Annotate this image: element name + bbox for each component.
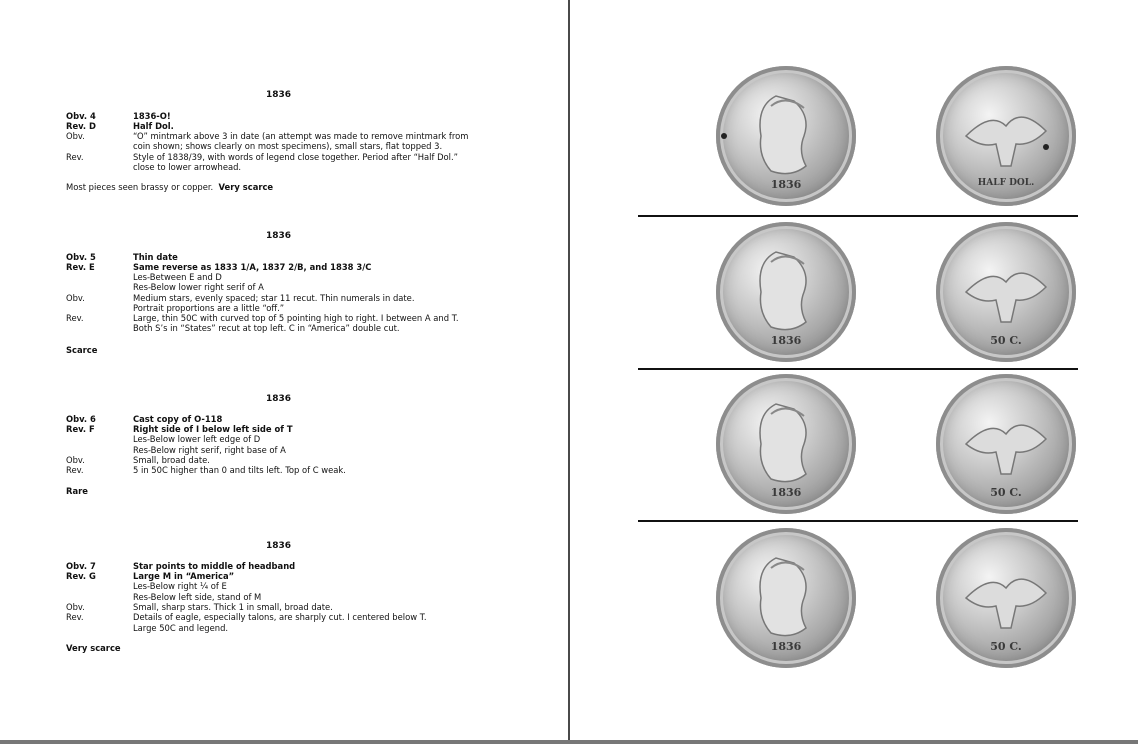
rarity-note bbox=[66, 345, 97, 355]
obverse-row bbox=[66, 111, 546, 121]
rarity-rating: Scarce bbox=[66, 345, 98, 355]
coin-plate-row bbox=[640, 374, 1077, 524]
coin-denomination: 50 C. bbox=[990, 640, 1022, 653]
reverse-title: Large M in “America” bbox=[133, 571, 235, 581]
detail-line bbox=[66, 293, 546, 303]
detail-label: Rev. bbox=[66, 612, 84, 622]
detail-line bbox=[66, 152, 546, 162]
obverse-row bbox=[66, 561, 546, 571]
detail-text: Res-Below lower right serif of A bbox=[133, 282, 264, 292]
detail-line bbox=[66, 141, 546, 151]
left-page bbox=[0, 0, 568, 740]
detail-text: Les-Below lower left edge of D bbox=[133, 434, 261, 444]
entry-year: 1836 bbox=[266, 231, 292, 241]
window-bottom-bar bbox=[0, 740, 1138, 744]
reverse-label: Rev. F bbox=[66, 424, 95, 434]
detail-line bbox=[66, 323, 546, 333]
detail-text: Both S’s in “States” recut at top left. C in “America” double cut. bbox=[133, 323, 400, 333]
reverse-row bbox=[66, 571, 546, 581]
rarity-rating: Rare bbox=[66, 486, 88, 496]
coin-plate-row bbox=[640, 66, 1077, 216]
plate-divider bbox=[638, 215, 1078, 217]
detail-line bbox=[66, 612, 546, 622]
reverse-title: Same reverse as 1833 1/A, 1837 2/B, and 1838 3/C bbox=[133, 262, 372, 272]
detail-line bbox=[66, 592, 546, 602]
detail-label: Obv. bbox=[66, 602, 85, 612]
detail-text: Res-Below right serif, right base of A bbox=[133, 445, 286, 455]
detail-text: close to lower arrowhead. bbox=[133, 162, 242, 172]
coin-denomination: HALF DOL. bbox=[977, 178, 1035, 188]
plate-divider bbox=[638, 368, 1078, 370]
entry-year: 1836 bbox=[266, 90, 292, 100]
obverse-title: 1836-O! bbox=[133, 111, 171, 121]
rarity-rating: Very scarce bbox=[66, 643, 121, 653]
detail-label: Obv. bbox=[66, 131, 85, 141]
rarity-note bbox=[66, 182, 273, 192]
detail-line bbox=[66, 282, 546, 292]
reverse-row bbox=[66, 424, 546, 434]
obverse-row bbox=[66, 414, 546, 424]
coin-date: 1836 bbox=[770, 334, 802, 347]
detail-line bbox=[66, 465, 546, 475]
reverse-coin-photo bbox=[936, 66, 1076, 206]
obverse-title: Star points to middle of headband bbox=[133, 561, 296, 571]
detail-label: Obv. bbox=[66, 293, 85, 303]
reverse-coin-photo bbox=[936, 528, 1076, 668]
coin-date: 1836 bbox=[770, 486, 802, 499]
detail-text: Les-Between E and D bbox=[133, 272, 222, 282]
reverse-row bbox=[66, 262, 546, 272]
reverse-label: Rev. G bbox=[66, 571, 96, 581]
detail-text: Large, thin 50C with curved top of 5 pointing high to right. I between A and T. bbox=[133, 313, 459, 323]
coin-denomination: 50 C. bbox=[990, 486, 1022, 499]
obverse-title: Cast copy of O-118 bbox=[133, 414, 223, 424]
detail-text: Details of eagle, especially talons, are sharply cut. I centered below T. bbox=[133, 612, 427, 622]
detail-text: Small, sharp stars. Thick 1 in small, broad date. bbox=[133, 602, 333, 612]
reverse-title: Right side of I below left side of T bbox=[133, 424, 293, 434]
detail-text: Les-Below right ¼ of E bbox=[133, 581, 227, 591]
coin-date: 1836 bbox=[770, 178, 802, 191]
detail-line bbox=[66, 434, 546, 444]
obverse-title: Thin date bbox=[133, 252, 178, 262]
obverse-coin-photo bbox=[716, 222, 856, 362]
detail-text: Small, broad date. bbox=[133, 455, 210, 465]
entry-year: 1836 bbox=[266, 394, 292, 404]
reverse-coin-photo bbox=[936, 374, 1076, 514]
detail-line bbox=[66, 623, 546, 633]
hole-mark bbox=[1043, 144, 1049, 150]
obverse-coin-photo bbox=[716, 66, 856, 206]
coin-plate-row bbox=[640, 222, 1077, 372]
detail-line bbox=[66, 162, 546, 172]
coin-denomination: 50 C. bbox=[990, 334, 1022, 347]
rarity-note bbox=[66, 643, 121, 653]
obverse-label: Obv. 5 bbox=[66, 252, 96, 262]
detail-text: Portrait proportions are a little “off.” bbox=[133, 303, 285, 313]
obverse-label: Obv. 7 bbox=[66, 561, 96, 571]
obverse-row bbox=[66, 252, 546, 262]
detail-line bbox=[66, 272, 546, 282]
detail-line bbox=[66, 581, 546, 591]
reverse-label: Rev. D bbox=[66, 121, 96, 131]
detail-text: Style of 1838/39, with words of legend close together. Period after “Half Dol.” bbox=[133, 152, 459, 162]
detail-line bbox=[66, 303, 546, 313]
detail-line bbox=[66, 313, 546, 323]
coin-plate-row bbox=[640, 528, 1077, 678]
reverse-coin-photo bbox=[936, 222, 1076, 362]
obverse-coin-photo bbox=[716, 528, 856, 668]
obverse-label: Obv. 4 bbox=[66, 111, 96, 121]
hole-mark bbox=[721, 133, 727, 139]
reverse-row bbox=[66, 121, 546, 131]
detail-text: coin shown; shows clearly on most specimens), small stars, flat topped 3. bbox=[133, 141, 443, 151]
obverse-coin-photo bbox=[716, 374, 856, 514]
detail-line bbox=[66, 602, 546, 612]
detail-label: Obv. bbox=[66, 455, 85, 465]
reverse-label: Rev. E bbox=[66, 262, 95, 272]
note-text: Most pieces seen brassy or copper. bbox=[66, 182, 214, 192]
detail-label: Rev. bbox=[66, 465, 84, 475]
coin-date: 1836 bbox=[770, 640, 802, 653]
detail-line bbox=[66, 445, 546, 455]
obverse-label: Obv. 6 bbox=[66, 414, 96, 424]
detail-line bbox=[66, 131, 546, 141]
rarity-rating: Very scarce bbox=[218, 182, 274, 192]
detail-label: Rev. bbox=[66, 152, 84, 162]
detail-text: Medium stars, evenly spaced; star 11 recut. Thin numerals in date. bbox=[133, 293, 415, 303]
reverse-title: Half Dol. bbox=[133, 121, 174, 131]
detail-text: Large 50C and legend. bbox=[133, 623, 229, 633]
detail-label: Rev. bbox=[66, 313, 84, 323]
detail-line bbox=[66, 455, 546, 465]
plate-divider bbox=[638, 520, 1078, 522]
detail-text: Res-Below left side, stand of M bbox=[133, 592, 262, 602]
detail-text: “O” mintmark above 3 in date (an attempt was made to remove mintmark from bbox=[133, 131, 469, 141]
rarity-note bbox=[66, 486, 88, 496]
entry-year: 1836 bbox=[266, 541, 292, 551]
detail-text: 5 in 50C higher than 0 and tilts left. Top of C weak. bbox=[133, 465, 346, 475]
